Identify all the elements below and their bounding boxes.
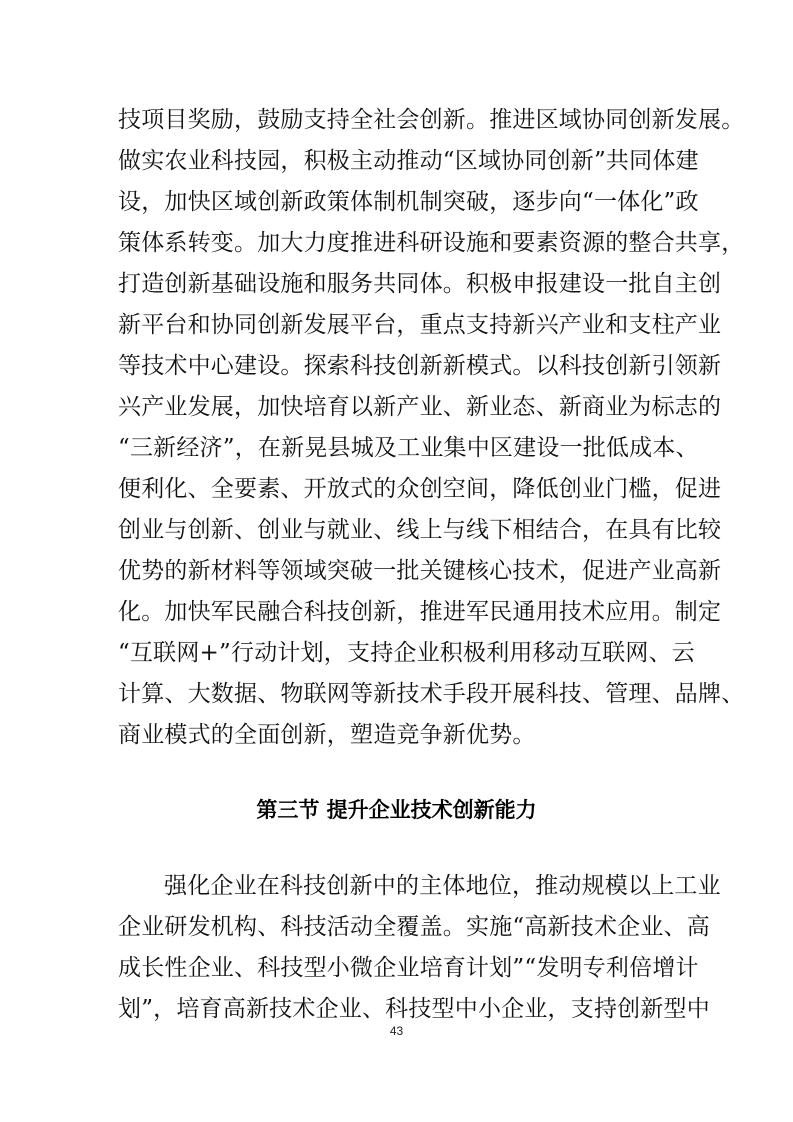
paragraph1-line-9: “三新经济”，在新晃县城及工业集中区建设一批低成本、 [118,435,699,461]
paragraph1-line-10: 便利化、全要素、开放式的众创空间，降低创业门槛，促进 [118,476,722,502]
paragraph2-line-4: 划”，培育高新技术企业、科技型中小企业，支持创新型中 [118,996,710,1022]
section-heading: 第三节 提升企业技术创新能力 [256,798,537,822]
paragraph1-line-8: 兴产业发展，加快培育以新产业、新业态、新商业为标志的 [118,394,722,420]
paragraph1-line-13: 化。加快军民融合科技创新，推进军民通用技术应用。制定 [118,599,722,625]
paragraph2-line-2: 企业研发机构、科技活动全覆盖。实施“高新技术企业、高 [118,914,710,940]
paragraph1-line-11: 创业与创新、创业与就业、线上与线下相结合，在具有比较 [118,517,722,543]
paragraph1-line-14: “互联网+”行动计划，支持企业积极利用移动互联网、云 [118,640,695,666]
paragraph1-line-2: 做实农业科技园，积极主动推动“区域协同创新”共同体建 [118,148,699,174]
paragraph1-line-1: 技项目奖励，鼓励支持全社会创新。推进区域协同创新发展。 [118,107,745,133]
paragraph1-line-4: 策体系转变。加大力度推进科研设施和要素资源的整合共享， [118,230,745,256]
paragraph1-line-7: 等技术中心建设。探索科技创新新模式。以科技创新引领新 [118,353,722,379]
paragraph1-line-6: 新平台和协同创新发展平台，重点支持新兴产业和支柱产业 [118,312,722,338]
paragraph2-line-3: 成长性企业、科技型小微企业培育计划”“发明专利倍增计 [118,955,699,981]
paragraph1-line-5: 打造创新基础设施和服务共同体。积极申报建设一批自主创 [118,271,722,297]
page-number: 43 [389,1024,404,1038]
paragraph1-line-16: 商业模式的全面创新，塑造竞争新优势。 [118,722,536,748]
paragraph1-line-3: 设，加快区域创新政策体制机制突破，逐步向“一体化”政 [118,189,699,215]
paragraph2-line-1: 强化企业在科技创新中的主体地位，推动规模以上工业 [164,873,721,899]
paragraph1-line-12: 优势的新材料等领域突破一批关键核心技术，促进产业高新 [118,558,722,584]
paragraph1-line-15: 计算、大数据、物联网等新技术手段开展科技、管理、品牌、 [118,681,745,707]
